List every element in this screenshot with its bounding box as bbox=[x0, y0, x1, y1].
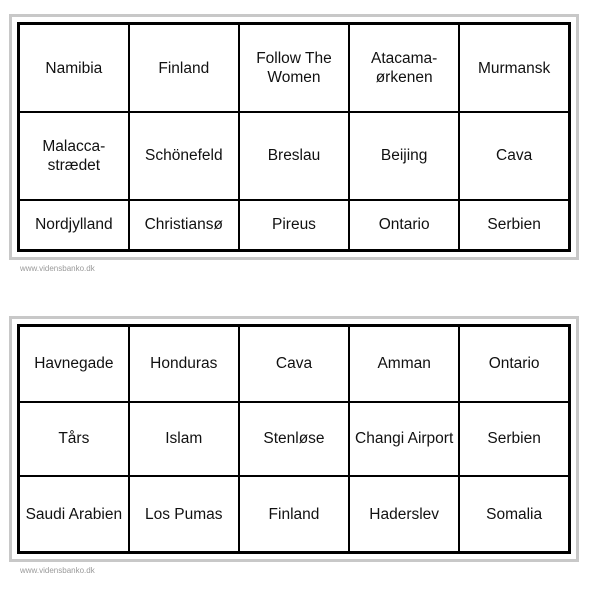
table-row bbox=[19, 24, 570, 113]
grid-cell: Pireus bbox=[239, 200, 349, 251]
grid-cell: Namibia bbox=[19, 24, 129, 113]
grid-cell: Finland bbox=[239, 476, 349, 552]
grid-cell: Islam bbox=[129, 402, 239, 477]
grid-cell: Honduras bbox=[129, 326, 239, 402]
grid-cell: Ontario bbox=[459, 326, 569, 402]
footer-url: www.vidensbanko.dk bbox=[20, 566, 95, 575]
bingo-grid-2 bbox=[17, 324, 571, 554]
bingo-card-2 bbox=[9, 316, 579, 562]
grid-cell: Amman bbox=[349, 326, 459, 402]
grid-cell: Los Pumas bbox=[129, 476, 239, 552]
grid-cell: Atacama-ørkenen bbox=[349, 24, 459, 113]
grid-cell: Malacca-strædet bbox=[19, 112, 129, 200]
grid-cell: Christiansø bbox=[129, 200, 239, 251]
grid-cell: Changi Airport bbox=[349, 402, 459, 477]
footer-url: www.vidensbanko.dk bbox=[20, 264, 95, 273]
grid-cell: Finland bbox=[129, 24, 239, 113]
grid-cell: Schönefeld bbox=[129, 112, 239, 200]
grid-cell: Tårs bbox=[19, 402, 129, 477]
table-row bbox=[19, 402, 570, 477]
grid-cell: Saudi Arabien bbox=[19, 476, 129, 552]
bingo-grid-1 bbox=[17, 22, 571, 252]
grid-cell: Follow The Women bbox=[239, 24, 349, 113]
grid-cell: Serbien bbox=[459, 402, 569, 477]
table-row bbox=[19, 112, 570, 200]
table-row bbox=[19, 326, 570, 402]
grid-cell: Cava bbox=[239, 326, 349, 402]
grid-cell: Somalia bbox=[459, 476, 569, 552]
grid-cell: Nordjylland bbox=[19, 200, 129, 251]
grid-cell: Stenløse bbox=[239, 402, 349, 477]
grid-cell: Cava bbox=[459, 112, 569, 200]
table-row bbox=[19, 476, 570, 552]
grid-cell: Ontario bbox=[349, 200, 459, 251]
grid-cell: Haderslev bbox=[349, 476, 459, 552]
table-row bbox=[19, 200, 570, 251]
grid-cell: Havnegade bbox=[19, 326, 129, 402]
grid-cell: Breslau bbox=[239, 112, 349, 200]
grid-cell: Beijing bbox=[349, 112, 459, 200]
grid-cell: Serbien bbox=[459, 200, 569, 251]
bingo-card-1 bbox=[9, 14, 579, 260]
grid-cell: Murmansk bbox=[459, 24, 569, 113]
